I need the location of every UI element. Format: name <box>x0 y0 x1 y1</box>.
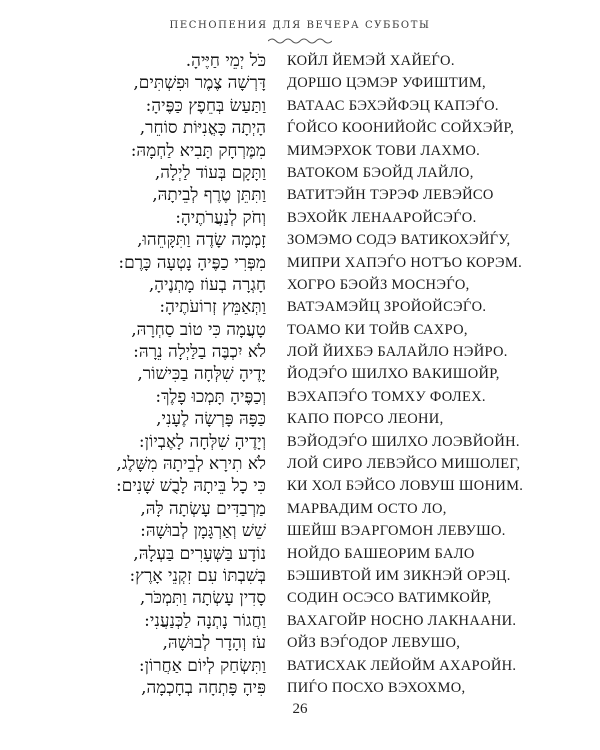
transliteration-text: МИПРИ ХАПЭЃО НОТЪО КОРЭМ. <box>287 254 523 271</box>
verse-line <box>0 632 600 654</box>
transliteration-text: ЃОЙСО КООНИЙОЙС СОЙХЭЙР, <box>287 120 515 137</box>
transliteration-text: ТОАМО КИ ТОЙВ САХРО, <box>287 321 468 338</box>
transliteration-text: ВАХАГОЙР НОСНО ЛАКНААНИ. <box>287 612 517 629</box>
hebrew-text: הָיְתָה כָּאֳנִיּוֹת סוֹחֵר, <box>139 118 266 139</box>
verse-line <box>0 543 600 565</box>
transliteration-text: ДОРШО ЦЭМЭР УФИШТИМ, <box>287 75 486 92</box>
verse-line <box>0 207 600 229</box>
transliteration-text: ВАТИСХАК ЛЕЙОЙМ АХАРОЙН. <box>287 657 517 674</box>
hebrew-text: וַתִּתֵּן טֶרֶף לְבֵיתָהּ, <box>152 185 266 206</box>
verse-line <box>0 319 600 341</box>
transliteration-text: ХОГРО БЭОЙЗ МОСНЭЃО, <box>287 276 470 293</box>
verse-line <box>0 363 600 385</box>
hebrew-text: וַחֲגוֹר נָתְנָה לַכְּנַעֲנִי: <box>144 610 266 631</box>
verse-line <box>0 655 600 677</box>
hebrew-text: מִמֶּרְחָק תָּבִיא לַחְמָהּ: <box>130 140 266 161</box>
verse-line <box>0 520 600 542</box>
transliteration-text: МАРВАДИМ ОСТО ЛО, <box>287 500 447 517</box>
song-text <box>0 50 600 699</box>
hebrew-text: כִּי כָל בֵּיתָהּ לָבֻשׁ שָׁנִים: <box>116 476 266 497</box>
transliteration-text: ЗОМЭМО СОДЭ ВАТИКОХЭЙЃУ, <box>287 232 511 249</box>
hebrew-text: שֵׁשׁ וְאַרְגָּמָן לְבוּשָׁהּ: <box>140 521 266 542</box>
verse-line <box>0 274 600 296</box>
transliteration-text: ШЕЙШ ВЭАРГОМОН ЛЕВУШО. <box>287 523 506 540</box>
hebrew-text: לֹא יִכְבֶּה בַלַּיְלָה נֵרָהּ: <box>133 342 266 363</box>
verse-line <box>0 229 600 251</box>
hebrew-text: וְכַפֶּיהָ תָּמְכוּ פָלֶךְ: <box>155 386 266 407</box>
verse-line <box>0 162 600 184</box>
hebrew-text: יָדֶיהָ שִׁלְּחָה בַכִּישׁוֹר, <box>137 364 266 385</box>
page-header <box>0 20 600 45</box>
page-number: 26 <box>292 701 308 717</box>
hebrew-text: דָּרְשָׁה צֶמֶר וּפִשְׁתִּים, <box>133 73 266 94</box>
verse-line <box>0 296 600 318</box>
hebrew-text: מַרְבַדִּים עָשְׂתָה לָּהּ, <box>140 498 266 519</box>
wavy-line-ornament-icon <box>268 37 332 45</box>
verse-line <box>0 50 600 72</box>
hebrew-text: זָמְמָה שָׂדֶה וַתִּקָּחֵהוּ, <box>137 230 266 251</box>
hebrew-text: וַתַּעַשׂ בְּחֵפֶץ כַּפֶּיהָ: <box>145 95 266 116</box>
transliteration-text: БЭШИВТОЙ ИМ ЗИКНЭЙ ОРЭЦ. <box>287 567 511 584</box>
hebrew-text: עֹז וְהָדָר לְבוּשָׁהּ, <box>162 633 266 654</box>
transliteration-text: КАПО ПОРСО ЛЕОНИ, <box>287 411 444 428</box>
transliteration-text: ВЭХОЙК ЛЕНААРОЙСЭЃО. <box>287 209 477 226</box>
transliteration-text: ВЭЙОДЭЃО ШИЛХО ЛОЭВЙОЙН. <box>287 433 520 450</box>
hebrew-text: וְחֹק לְנַעֲרֹתֶיהָ: <box>175 207 266 228</box>
hebrew-text: מִפְּרִי כַפֶּיהָ נָטְעָה כָּרֶם: <box>118 252 266 273</box>
hebrew-text: בְּשִׁבְתּוֹ עִם זִקְנֵי אָרֶץ: <box>129 565 266 586</box>
transliteration-text: ПИЃО ПОСХО ВЭХОХМО, <box>287 679 466 696</box>
hebrew-text: נוֹדָע בַּשְּׁעָרִים בַּעְלָהּ, <box>133 543 266 564</box>
hebrew-text: לֹא תִירָא לְבֵיתָהּ מִשָּׁלֶג, <box>116 454 266 475</box>
verse-line <box>0 453 600 475</box>
hebrew-text: וַתִּשְׂחַק לְיוֹם אַחֲרוֹן: <box>138 655 266 676</box>
verse-line <box>0 475 600 497</box>
page-title: ПЕСНОПЕНИЯ ДЛЯ ВЕЧЕРА СУББОТЫ <box>169 20 431 31</box>
verse-line <box>0 72 600 94</box>
hebrew-text: וַתְּאַמֵּץ זְרוֹעֹתֶיהָ: <box>159 297 266 318</box>
hebrew-text: וְיָדֶיהָ שִׁלְּחָה לָאֶבְיוֹן: <box>138 431 266 452</box>
transliteration-text: МИМЭРХОК ТОВИ ЛАХМО. <box>287 142 481 159</box>
verse-line <box>0 117 600 139</box>
hebrew-text: טָעֲמָה כִּי טוֹב סַחְרָהּ, <box>131 319 266 340</box>
transliteration-text: КОЙЛ ЙЕМЭЙ ХАЙЕЃО. <box>287 53 455 69</box>
transliteration-text: ВАТААС БЭХЭЙФЭЦ КАПЭЃО. <box>287 97 499 114</box>
hebrew-text: וַתָּקָם בְּעוֹד לַיְלָה, <box>154 162 266 183</box>
hebrew-text: סָדִין עָשְׂתָה וַתִּמְכֹּר, <box>139 588 266 609</box>
verse-line <box>0 610 600 632</box>
verse-line <box>0 587 600 609</box>
transliteration-text: ОЙЗ ВЭЃОДОР ЛЕВУШО, <box>287 635 461 652</box>
hebrew-text: כֹּל יְמֵי חַיֶּיהָ. <box>185 51 266 71</box>
hebrew-text: פִּיהָ פָּתְחָה בְחָכְמָה, <box>141 677 266 698</box>
verse-line <box>0 431 600 453</box>
transliteration-text: ВЭХАПЭЃО ТОМХУ ФОЛЕХ. <box>287 388 486 405</box>
verse-line <box>0 386 600 408</box>
transliteration-text: ВАТОКОМ БЭОЙД ЛАЙЛО, <box>287 164 474 181</box>
transliteration-text: ЙОДЭЃО ШИЛХО ВАКИШОЙР, <box>287 366 500 383</box>
transliteration-text: КИ ХОЛ БЭЙСО ЛОВУШ ШОНИМ. <box>287 478 524 495</box>
verse-line <box>0 498 600 520</box>
transliteration-text: СОДИН ОСЭСО ВАТИМКОЙР, <box>287 590 492 607</box>
verse-line <box>0 184 600 206</box>
transliteration-text: ЛОЙ СИРО ЛЕВЭЙСО МИШОЛЕГ, <box>287 456 521 473</box>
transliteration-text: ЛОЙ ЙИХБЭ БАЛАЙЛО НЭЙРО. <box>287 344 508 361</box>
verse-line <box>0 408 600 430</box>
transliteration-text: ВАТИТЭЙН ТЭРЭФ ЛЕВЭЙСО <box>287 187 494 204</box>
transliteration-text: НОЙДО БАШЕОРИМ БАЛО <box>287 545 475 562</box>
hebrew-text: חָגְרָה בְעוֹז מָתְנֶיהָ, <box>148 274 266 295</box>
verse-line <box>0 341 600 363</box>
verse-line <box>0 677 600 699</box>
verse-line <box>0 252 600 274</box>
transliteration-text: ВАТЭАМЭЙЦ ЗРОЙОЙСЭЃО. <box>287 299 487 316</box>
verse-line <box>0 565 600 587</box>
hebrew-text: כַּפָּהּ פָּרְשָׂה לֶעָנִי, <box>156 409 266 430</box>
verse-line <box>0 95 600 117</box>
verse-line <box>0 140 600 162</box>
